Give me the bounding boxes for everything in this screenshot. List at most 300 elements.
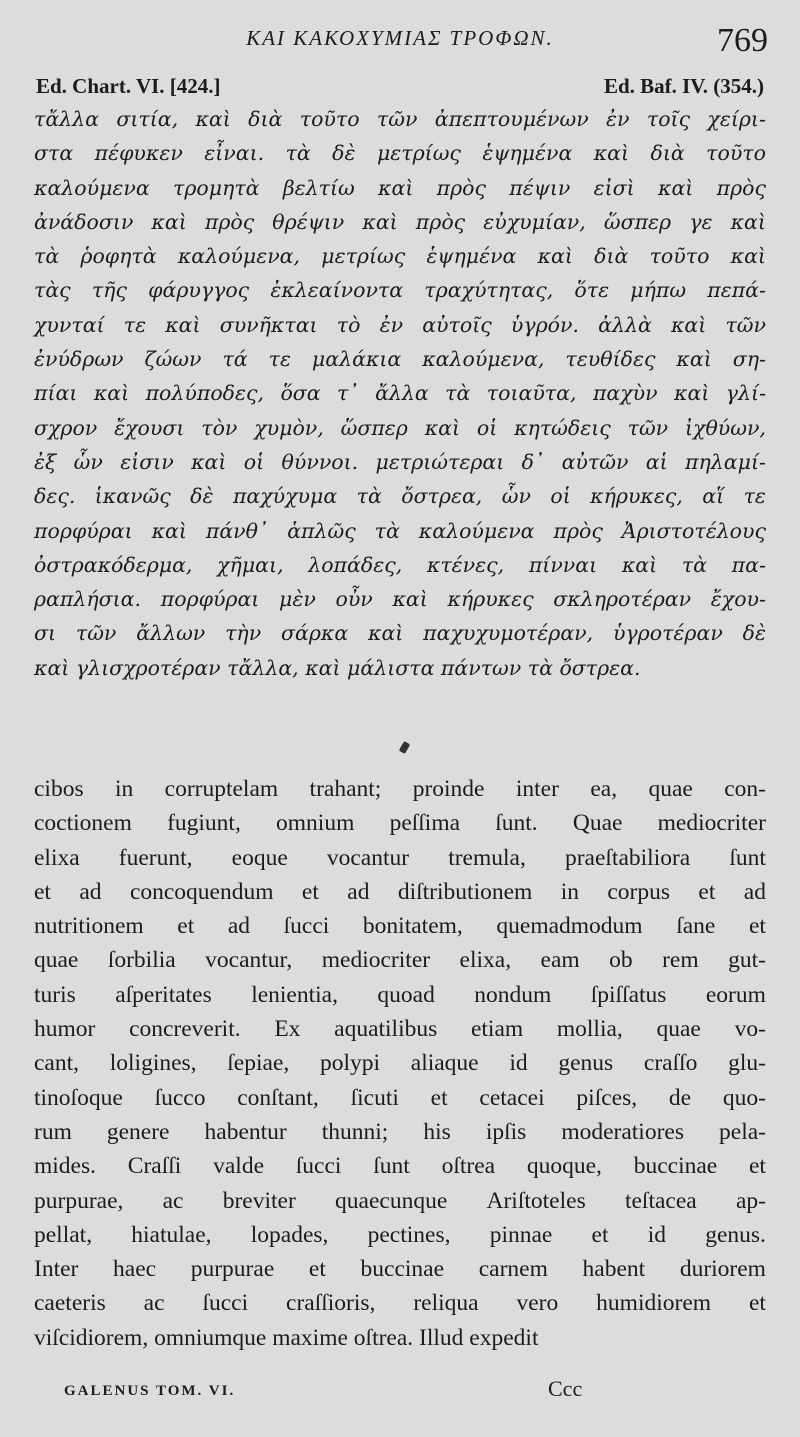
word: καὶ [730, 244, 766, 269]
word: εἰσὶ [593, 175, 635, 200]
word: praeſtabiliora [564, 844, 691, 871]
word: τἄλλα [34, 107, 100, 131]
word: χῆμαι, [217, 552, 284, 577]
word: εὐχυμίαν, [483, 209, 586, 234]
word: Quae [572, 810, 623, 837]
word: ἐν [379, 312, 404, 337]
word: haec [113, 1256, 157, 1283]
word: κήρυκες, [590, 484, 683, 509]
word: καὶ [151, 518, 187, 543]
word: caeteris [34, 1290, 106, 1317]
signature-line: GALENUS TOM. VI. [64, 1383, 236, 1399]
word: μαλάκια [311, 347, 402, 372]
word: οὖν [335, 587, 373, 612]
word: lenientia, [251, 981, 338, 1008]
word: aliaque [410, 1050, 479, 1077]
word: θρέψιν [272, 209, 345, 234]
word: quoad [377, 981, 435, 1008]
word: ac [162, 1187, 184, 1214]
word: πρὸς [553, 518, 603, 543]
word: buccinae [360, 1256, 445, 1283]
word: omnium [276, 810, 355, 837]
word: quoque, [526, 1153, 602, 1180]
word: στα [34, 141, 74, 166]
word: quaecunque [335, 1187, 448, 1214]
latin-text-line [34, 909, 766, 943]
latin-text-line [34, 1012, 766, 1046]
greek-text-line [34, 616, 766, 650]
word: quae [34, 947, 79, 974]
word: ἐκλεαίνοντα [270, 278, 404, 303]
latin-text-line [34, 1184, 766, 1218]
word: τὴν [225, 621, 262, 646]
word: purpurae [190, 1256, 275, 1283]
word: τὰ [681, 552, 707, 577]
word: μετρίως [376, 141, 461, 166]
word: ῥοφητὰ [80, 244, 157, 269]
word: εἰσιν [120, 449, 174, 474]
word: αἱ [645, 449, 668, 474]
word: μήπω [630, 278, 687, 303]
word: cetacei [479, 1084, 545, 1111]
word: ὅσα [280, 381, 321, 406]
word: pellat, [34, 1221, 93, 1248]
word: et [34, 878, 51, 905]
word: ἔχου- [710, 587, 766, 612]
word: ἱκανῶς [94, 484, 171, 509]
word: valde [213, 1153, 264, 1180]
word: σάρκα [281, 621, 349, 646]
word: ραπλήσια. [34, 587, 142, 612]
latin-text-line [34, 943, 766, 977]
word: μετριώτεραι [375, 449, 505, 474]
word: ſucci [202, 1290, 249, 1317]
word: χείρι- [707, 107, 766, 131]
word: τραχύτητας, [424, 278, 554, 303]
word: παχύχυμα [232, 484, 338, 509]
word: ἁπλῶς [287, 518, 356, 543]
word: καὶ [165, 312, 201, 337]
word: fugiunt, [167, 810, 241, 837]
word: bonitatem, [362, 913, 463, 940]
word: ἑψημένα [426, 244, 517, 269]
word: craſſo [643, 1050, 698, 1077]
word: Ἀριστοτέλους [621, 518, 766, 543]
word: καλούμενα, [177, 244, 301, 269]
word: ὥσπερ [340, 415, 408, 440]
word: corpus [607, 878, 671, 905]
word: ἀλλὰ [598, 312, 652, 337]
word: genus [558, 1050, 614, 1077]
word: conſtant, [237, 1084, 319, 1111]
latin-text-line [34, 1081, 766, 1115]
word: ſane [676, 913, 716, 940]
word: tremula, [448, 844, 526, 871]
word: oſtrea [441, 1153, 496, 1180]
word: τῶν [75, 621, 117, 646]
word: κτένες, [426, 552, 505, 577]
word: moderatiores [561, 1118, 684, 1145]
word: peſſima [389, 810, 461, 837]
word: καὶ [368, 621, 404, 646]
word: elixa, [459, 947, 512, 974]
word: purpurae, [34, 1187, 124, 1214]
word: καὶ [730, 209, 766, 234]
word: habentur [204, 1118, 287, 1145]
word: τὸ [336, 312, 361, 337]
latin-text-line [34, 1149, 766, 1183]
page-number: 769 [717, 22, 768, 59]
word: τῶν [725, 312, 766, 337]
word: et [749, 1153, 766, 1180]
word: carnem [478, 1256, 548, 1283]
word: τὸν [201, 415, 238, 440]
word: βελτίω [282, 175, 355, 200]
word: ὅτε [574, 278, 610, 303]
word: καὶ [593, 141, 630, 166]
greek-text-line: καὶ γλισχροτέραν τἄλλα, καὶ μάλιστα πάντων τὰ ὄστρεα. [34, 655, 641, 680]
word: pectines, [367, 1221, 451, 1248]
word: et [430, 1084, 448, 1111]
edition-chartier: Ed. Chart. VI. [424.] [36, 74, 221, 98]
word: in [114, 776, 134, 802]
word: genus. [705, 1221, 766, 1248]
word: in [560, 878, 579, 905]
word: τε [268, 347, 291, 372]
word: ac [143, 1290, 165, 1317]
word: buccinae [633, 1153, 718, 1180]
word: διὰ [248, 107, 283, 131]
word: τοιαῦτα, [486, 381, 577, 406]
word: τρομητὰ [173, 175, 260, 200]
word: τῶν [376, 107, 418, 131]
greek-text-line [34, 308, 766, 342]
word: ſucci [295, 1153, 342, 1180]
greek-text-line [34, 548, 766, 582]
word: ea, [590, 776, 618, 802]
word: et [308, 1256, 326, 1283]
word: reliqua [413, 1290, 479, 1317]
word: vo- [734, 1016, 766, 1043]
word: οἱ [476, 415, 498, 440]
word: φάρυγγος [148, 278, 250, 303]
word: ad [347, 878, 370, 905]
word: ὑγρόν. [510, 312, 579, 337]
word: mollia, [556, 1016, 623, 1043]
word: καὶ [195, 107, 231, 131]
word: παχὺν [592, 381, 658, 406]
word: rum [34, 1118, 72, 1145]
word: καὶ [658, 175, 694, 200]
word: fuerunt, [118, 844, 193, 871]
word: μὲν [279, 587, 316, 612]
word: δ᾽ [521, 449, 545, 474]
word: tinoſoque [34, 1084, 123, 1111]
word: πηλαμί- [685, 449, 766, 474]
latin-text-line [34, 772, 766, 806]
word: breviter [222, 1187, 296, 1214]
word: πορφύραι [160, 587, 260, 612]
word: aſperitates [115, 981, 212, 1008]
word: mediocriter [657, 810, 766, 837]
greek-text-line [34, 582, 766, 616]
word: πίνναι [528, 552, 598, 577]
word: τευθίδες [565, 347, 656, 372]
word: ap- [735, 1187, 766, 1214]
latin-text-line [34, 806, 766, 840]
word: τοῖς [646, 107, 691, 131]
latin-text-line [34, 1115, 766, 1149]
word: ὀστρακόδερμα, [34, 552, 193, 577]
greek-text-line [34, 376, 766, 410]
word: vocantur, [205, 947, 293, 974]
word: πάνθ᾽ [205, 518, 269, 543]
latin-text-line [34, 875, 766, 909]
word: τε [743, 484, 766, 509]
word: ἐξ [34, 449, 57, 474]
word: καὶ [151, 209, 187, 234]
greek-text-line [34, 411, 766, 445]
word: καὶ [676, 347, 712, 372]
word: et [698, 878, 716, 905]
word: vero [516, 1290, 559, 1317]
word: καὶ [191, 449, 227, 474]
word: ſucci [283, 913, 330, 940]
word: ἰχθύων, [684, 415, 766, 440]
word: et [301, 878, 319, 905]
word: ὧν [501, 484, 531, 509]
word: Ex [274, 1016, 301, 1043]
word: διὰ [650, 141, 685, 166]
greek-text-line [34, 342, 766, 376]
word: ſicuti [350, 1084, 399, 1111]
word: Ariſtoteles [486, 1187, 586, 1214]
word: ἀνάδοσιν [34, 209, 134, 234]
word: thunni; [321, 1118, 389, 1145]
word: ſepiae, [227, 1050, 290, 1077]
word: δὲ [332, 141, 356, 166]
greek-text-line [34, 205, 766, 239]
word: τοῦτο [649, 244, 710, 269]
ink-mark [399, 741, 411, 754]
word: cant, [34, 1050, 80, 1077]
latin-text-line [34, 1046, 766, 1080]
word: πρὸς [436, 175, 487, 200]
greek-text-line [34, 479, 766, 513]
word: pela- [719, 1118, 766, 1145]
word: παχυχυμοτέραν, [423, 621, 594, 646]
word: αὐτῶν [561, 449, 629, 474]
word: καὶ [362, 209, 398, 234]
word: τ᾽ [337, 381, 359, 406]
latin-text-line [34, 1218, 766, 1252]
latin-text-line: viſcidiorem, omniumque maxime oſtrea. Illud expedit [34, 1324, 539, 1351]
word: τὰ [285, 141, 311, 166]
word: καλούμενα [418, 518, 535, 543]
word: id [647, 1221, 666, 1248]
word: piſces, [576, 1084, 638, 1111]
word: τὰ [34, 244, 60, 269]
word: rem [662, 947, 699, 974]
word: ἀπεπτουμένων [434, 107, 589, 131]
word: ſunt [373, 1153, 410, 1180]
running-head-title: ΚΑΙ ΚΑΚΟΧΥΜΙΑΣ ΤΡΟΦΩΝ. [246, 26, 554, 50]
word: τὰ [356, 484, 382, 509]
word: οἱ [243, 449, 265, 474]
word: duriorem [679, 1256, 766, 1283]
word: πορφύραι [34, 518, 133, 543]
greek-text-line [34, 136, 766, 170]
word: ob [609, 947, 633, 974]
word: λοπάδες, [308, 552, 403, 577]
word: καὶ [93, 381, 130, 406]
word: his [423, 1118, 451, 1145]
word: δὲ [190, 484, 214, 509]
word: ad [79, 878, 102, 905]
word: quemadmodum [496, 913, 643, 940]
word: glu- [728, 1050, 766, 1077]
word: ἄλλα [375, 381, 429, 406]
greek-text-line [34, 171, 766, 205]
word: σι [34, 621, 57, 646]
word: ſucco [154, 1084, 206, 1111]
word: et [748, 1290, 766, 1317]
latin-text-line [34, 978, 766, 1012]
word: mediocriter [321, 947, 431, 974]
word: ση- [732, 347, 766, 372]
word: τοῦτο [299, 107, 360, 131]
word: ſunt. [495, 810, 538, 837]
word: τοῦτο [706, 141, 766, 166]
word: ad [743, 878, 766, 905]
word: id [509, 1050, 528, 1077]
word: polypi [319, 1050, 381, 1077]
word: αἵ [702, 484, 725, 509]
word: πολύποδες, [145, 381, 265, 406]
word: τε [123, 312, 147, 337]
word: καὶ [670, 312, 707, 337]
word: ἑψημένα [482, 141, 573, 166]
word: ἄλλων [136, 621, 206, 646]
word: γε [689, 209, 713, 234]
word: mides. [34, 1153, 97, 1180]
word: τά [222, 347, 248, 372]
word: et [748, 913, 766, 940]
greek-text-line [34, 514, 766, 548]
word: aquatilibus [334, 1016, 438, 1043]
latin-text-line [34, 841, 766, 875]
word: τὰ [445, 381, 471, 406]
word: et [177, 913, 195, 940]
word: δὲ [742, 621, 766, 646]
word: quo- [722, 1084, 766, 1111]
word: corruptelam [164, 776, 279, 802]
word: σκληροτέραν [553, 587, 692, 612]
word: Inter [34, 1256, 79, 1283]
word: χυμὸν, [254, 415, 324, 440]
word: καὶ [621, 552, 658, 577]
word: διὰ [594, 244, 629, 269]
word: ad [227, 913, 251, 940]
word: κητώδεις [514, 415, 611, 440]
greek-text-line [34, 239, 766, 273]
greek-text-block [34, 102, 766, 685]
word: cibos [34, 776, 84, 802]
word: καὶ [392, 587, 428, 612]
greek-text-line [34, 445, 766, 479]
word: inter [515, 776, 559, 802]
word: ſunt [729, 844, 766, 871]
word: τῆς [91, 278, 127, 303]
word: ὥσπερ [603, 209, 672, 234]
word: αὐτοῖς [422, 312, 492, 337]
word: καλούμενα, [422, 347, 545, 372]
word: καὶ [378, 175, 414, 200]
word: τὰς [34, 278, 71, 303]
gathering-mark: Ccc [548, 1376, 583, 1401]
word: genere [106, 1118, 170, 1145]
word: εἶναι. [204, 141, 265, 166]
word: humor [34, 1016, 96, 1043]
edition-basel: Ed. Baf. IV. (354.) [603, 74, 764, 98]
word: ὄστρεα, [401, 484, 483, 509]
word: τὰ [374, 518, 400, 543]
word: teſtacea [624, 1187, 697, 1214]
word: τῶν [627, 415, 669, 440]
word: humidiorem [596, 1290, 712, 1317]
word: vocantur [326, 844, 410, 871]
word: σχρον [34, 415, 98, 440]
word: καὶ [537, 244, 573, 269]
word: πρὸς [716, 175, 766, 200]
word: eoque [231, 844, 288, 871]
word: πίαι [34, 381, 78, 406]
word: quae [648, 776, 693, 802]
word: καλούμενα [34, 175, 150, 200]
word: concoquendum [129, 878, 274, 905]
greek-text-line [34, 102, 766, 136]
word: ὧν [73, 449, 103, 474]
word: πεπά- [707, 278, 766, 303]
word: craſſioris, [286, 1290, 376, 1317]
word: nondum [474, 981, 552, 1008]
greek-text-line [34, 273, 766, 307]
word: habent [582, 1256, 646, 1283]
word: coctionem [34, 810, 132, 837]
word: nutritionem [34, 913, 144, 940]
word: γλί- [725, 381, 766, 406]
word: trahant; [309, 776, 382, 802]
word: de [668, 1084, 692, 1111]
word: proinde [412, 776, 485, 802]
word: δες. [34, 484, 76, 509]
word: ὑγροτέραν [612, 621, 723, 646]
word: ἐνύδρων [34, 347, 124, 372]
word: eorum [705, 981, 766, 1008]
word: ipſis [485, 1118, 527, 1145]
word: ἔχουσι [114, 415, 185, 440]
word: καὶ [674, 381, 710, 406]
latin-text-line [34, 1252, 766, 1286]
word: πρὸς [415, 209, 466, 234]
word: gut- [728, 947, 766, 974]
word: πέψιν [509, 175, 571, 200]
word: quae [656, 1016, 701, 1043]
word: hiatulae, [131, 1221, 212, 1248]
word: ſorbilia [107, 947, 176, 974]
word: συνῆκται [219, 312, 318, 337]
word: elixa [34, 844, 80, 871]
